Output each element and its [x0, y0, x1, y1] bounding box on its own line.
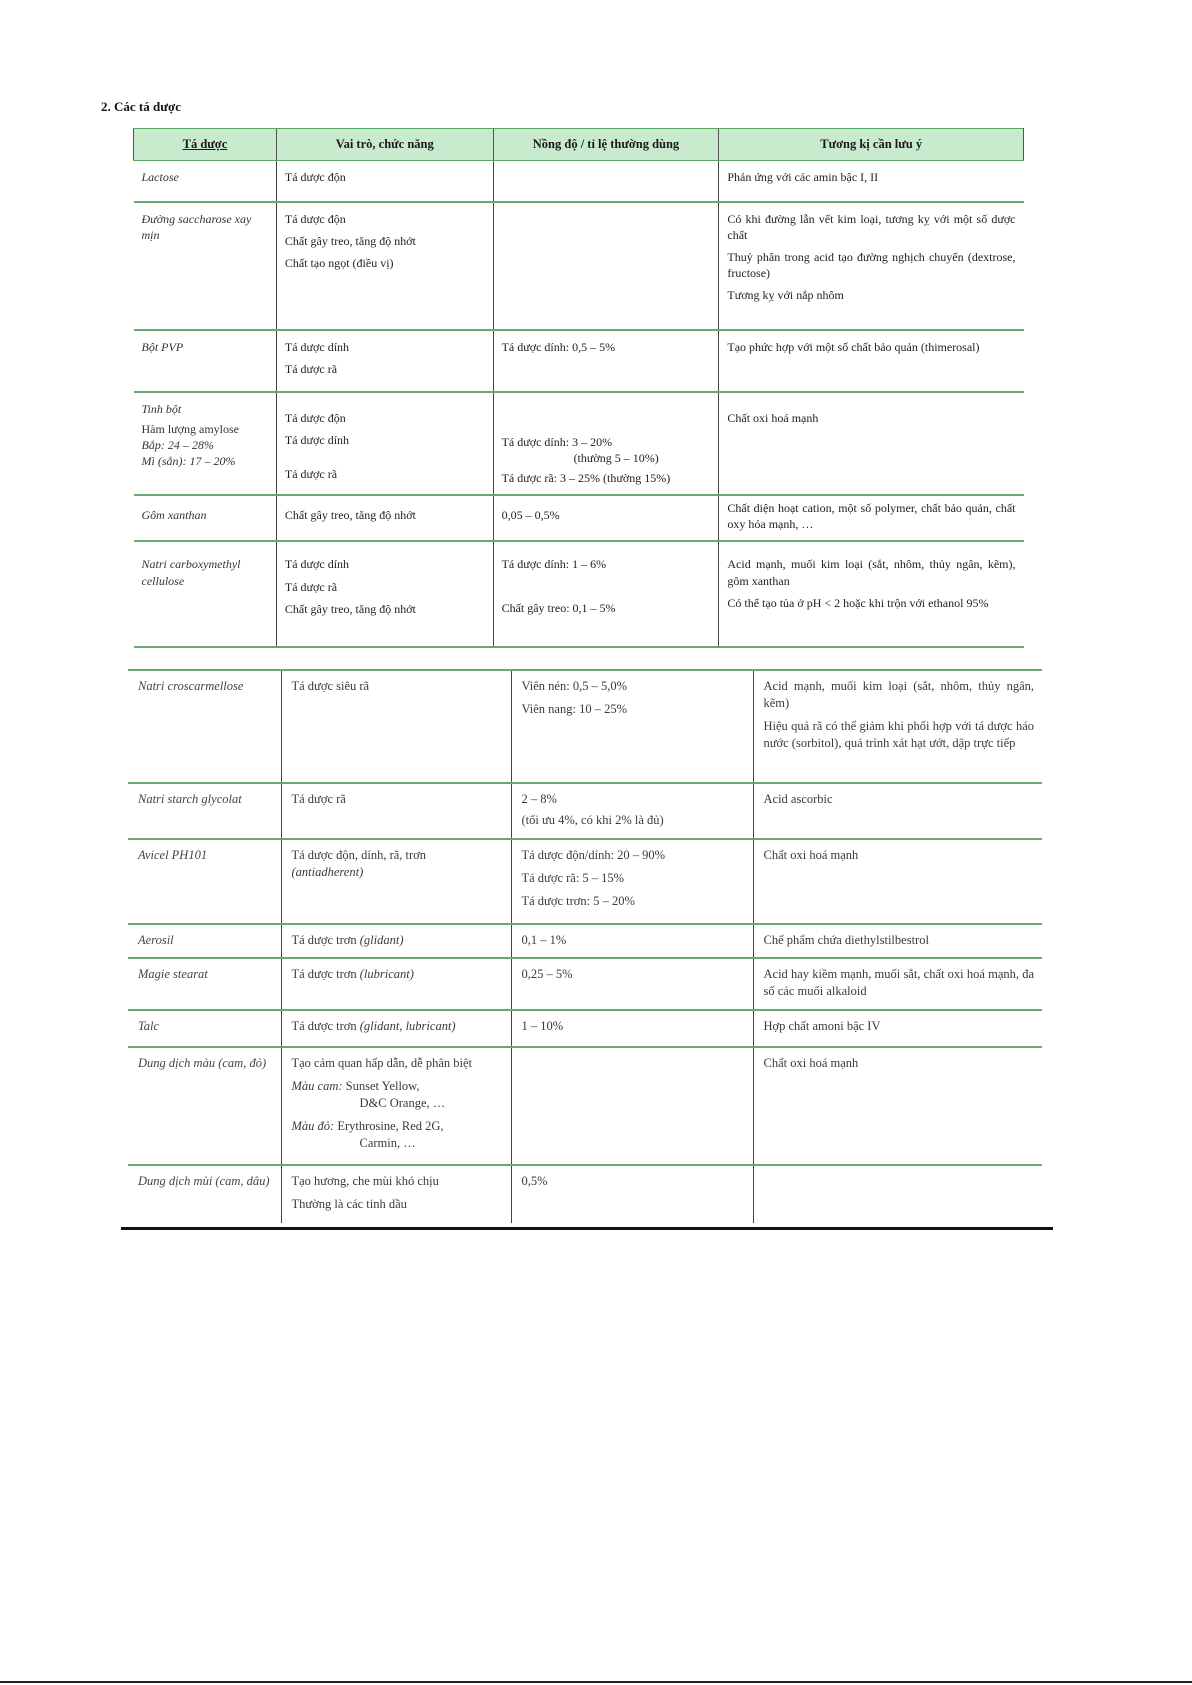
concentration-cell — [493, 202, 719, 330]
concentration-cell: 0,1 – 1% — [511, 924, 753, 958]
role-cell: Tá dược độn Chất gây treo, tăng độ nhớt Chất tạo ngọt (điều vị) — [276, 202, 493, 330]
role-cell: Tá dược trơn (glidant) — [281, 924, 511, 958]
role-cell: Tạo hương, che mùi khó chịu Thường là các tinh dầu — [281, 1165, 511, 1223]
concentration-cell: 0,05 – 0,5% — [493, 495, 719, 541]
table-row — [134, 161, 1024, 202]
excipient-name: Talc — [128, 1010, 281, 1047]
table-row — [128, 1165, 1042, 1223]
table-bottom-rule — [121, 1227, 1053, 1230]
role-cell: Tá dược độn — [276, 161, 493, 202]
excipient-name: Natri carboxymethyl cellulose — [134, 541, 277, 647]
concentration-cell: 0,25 – 5% — [511, 958, 753, 1010]
concentration-cell: Tá dược độn/dính: 20 – 90% Tá dược rã: 5 – 15% Tá dược trơn: 5 – 20% — [511, 839, 753, 924]
role-cell: Tá dược độn, dính, rã, trơn (antiadherent) — [281, 839, 511, 924]
table-row — [134, 392, 1024, 496]
incompatibility-cell: Chất oxi hoá mạnh — [753, 839, 1042, 924]
incompatibility-cell — [753, 1165, 1042, 1223]
table-row — [128, 839, 1042, 924]
excipient-name: Natri croscarmellose — [128, 670, 281, 783]
concentration-cell: Tá dược dính: 1 – 6% Chất gây treo: 0,1 – 5% — [493, 541, 719, 647]
incompatibility-cell: Chế phẩm chứa diethylstilbestrol — [753, 924, 1042, 958]
role-cell: Tá dược dính Tá dược rã — [276, 330, 493, 392]
table-row — [128, 958, 1042, 1010]
table-row — [128, 1010, 1042, 1047]
incompatibility-cell: Chất diện hoạt cation, một số polymer, chất bảo quản, chất oxy hóa mạnh, … — [719, 495, 1024, 541]
excipient-name: Đường saccharose xay mịn — [134, 202, 277, 330]
header-concentration: Nồng độ / tỉ lệ thường dùng — [493, 129, 719, 161]
incompatibility-cell: Acid mạnh, muối kim loại (sắt, nhôm, thủy ngân, kẽm), gôm xanthan Có thể tạo tủa ở pH < 2 hoặc khi trộn với ethanol 95% — [719, 541, 1024, 647]
concentration-cell: 0,5% — [511, 1165, 753, 1223]
incompatibility-cell: Acid hay kiềm mạnh, muối sắt, chất oxi hoá mạnh, đa số các muối alkaloid — [753, 958, 1042, 1010]
role-cell: Tạo cảm quan hấp dẫn, dễ phân biệt Màu cam: Sunset Yellow, D&C Orange, … Màu đỏ: Erythrosine, Red 2G, Carmin, … — [281, 1047, 511, 1165]
table-row — [134, 202, 1024, 330]
incompatibility-cell: Chất oxi hoá mạnh — [753, 1047, 1042, 1165]
concentration-cell: 2 – 8% (tối ưu 4%, có khi 2% là đủ) — [511, 783, 753, 839]
excipient-name: Gôm xanthan — [134, 495, 277, 541]
excipient-name: Natri starch glycolat — [128, 783, 281, 839]
excipient-name-cell: Tinh bột Hàm lượng amylose Bắp: 24 – 28% Mì (sắn): 17 – 20% — [134, 392, 277, 496]
incompatibility-cell: Acid mạnh, muối kim loại (sắt, nhôm, thủy ngân, kẽm) Hiệu quả rã có thể giảm khi phối hợp với tá dược háo nước (sorbitol), quá trình xát hạt ướt, dập trực tiếp — [753, 670, 1042, 783]
concentration-cell: Tá dược dính: 3 – 20% (thường 5 – 10%) Tá dược rã: 3 – 25% (thường 15%) — [493, 392, 719, 496]
excipients-table-1 — [133, 128, 1024, 648]
excipient-name: Bột PVP — [134, 330, 277, 392]
incompatibility-cell: Acid ascorbic — [753, 783, 1042, 839]
role-cell: Tá dược rã — [281, 783, 511, 839]
table-row — [128, 670, 1042, 783]
table-row — [128, 924, 1042, 958]
header-role: Vai trò, chức năng — [276, 129, 493, 161]
role-cell: Tá dược dính Tá dược rã Chất gây treo, tăng độ nhớt — [276, 541, 493, 647]
excipient-name: Avicel PH101 — [128, 839, 281, 924]
role-cell: Tá dược trơn (glidant, lubricant) — [281, 1010, 511, 1047]
table-row — [134, 495, 1024, 541]
role-cell: Chất gây treo, tăng độ nhớt — [276, 495, 493, 541]
section-title: 2. Các tá dược — [101, 99, 181, 114]
incompatibility-cell: Chất oxi hoá mạnh — [719, 392, 1024, 496]
concentration-cell: Viên nén: 0,5 – 5,0% Viên nang: 10 – 25% — [511, 670, 753, 783]
incompatibility-cell: Có khi đường lẫn vết kim loại, tương kỵ với một số dược chất Thuỷ phân trong acid tạo đường nghịch chuyển (dextrose, fructose) Tương kỵ với nắp nhôm — [719, 202, 1024, 330]
role-cell: Tá dược độn Tá dược dính Tá dược rã — [276, 392, 493, 496]
header-incompatibility: Tương kị cần lưu ý — [719, 129, 1024, 161]
excipient-name: Aerosil — [128, 924, 281, 958]
table-row — [134, 541, 1024, 647]
table-header-row — [134, 129, 1024, 161]
excipient-name: Magie stearat — [128, 958, 281, 1010]
table-row — [128, 1047, 1042, 1165]
role-cell: Tá dược trơn (lubricant) — [281, 958, 511, 1010]
concentration-cell — [511, 1047, 753, 1165]
table-row — [134, 330, 1024, 392]
excipients-table-2 — [128, 669, 1042, 1223]
page-bottom-rule — [0, 1681, 1192, 1683]
incompatibility-cell: Tạo phức hợp với một số chất bảo quản (thimerosal) — [719, 330, 1024, 392]
excipient-name: Dung dịch mùi (cam, dâu) — [128, 1165, 281, 1223]
incompatibility-cell: Hợp chất amoni bậc IV — [753, 1010, 1042, 1047]
table-row — [128, 783, 1042, 839]
role-cell: Tá dược siêu rã — [281, 670, 511, 783]
excipient-name: Dung dịch màu (cam, đỏ) — [128, 1047, 281, 1165]
excipient-name: Lactose — [134, 161, 277, 202]
concentration-cell — [493, 161, 719, 202]
concentration-cell: 1 – 10% — [511, 1010, 753, 1047]
incompatibility-cell: Phản ứng với các amin bậc I, II — [719, 161, 1024, 202]
concentration-cell: Tá dược dính: 0,5 – 5% — [493, 330, 719, 392]
header-excipient: Tá dược — [134, 129, 277, 161]
